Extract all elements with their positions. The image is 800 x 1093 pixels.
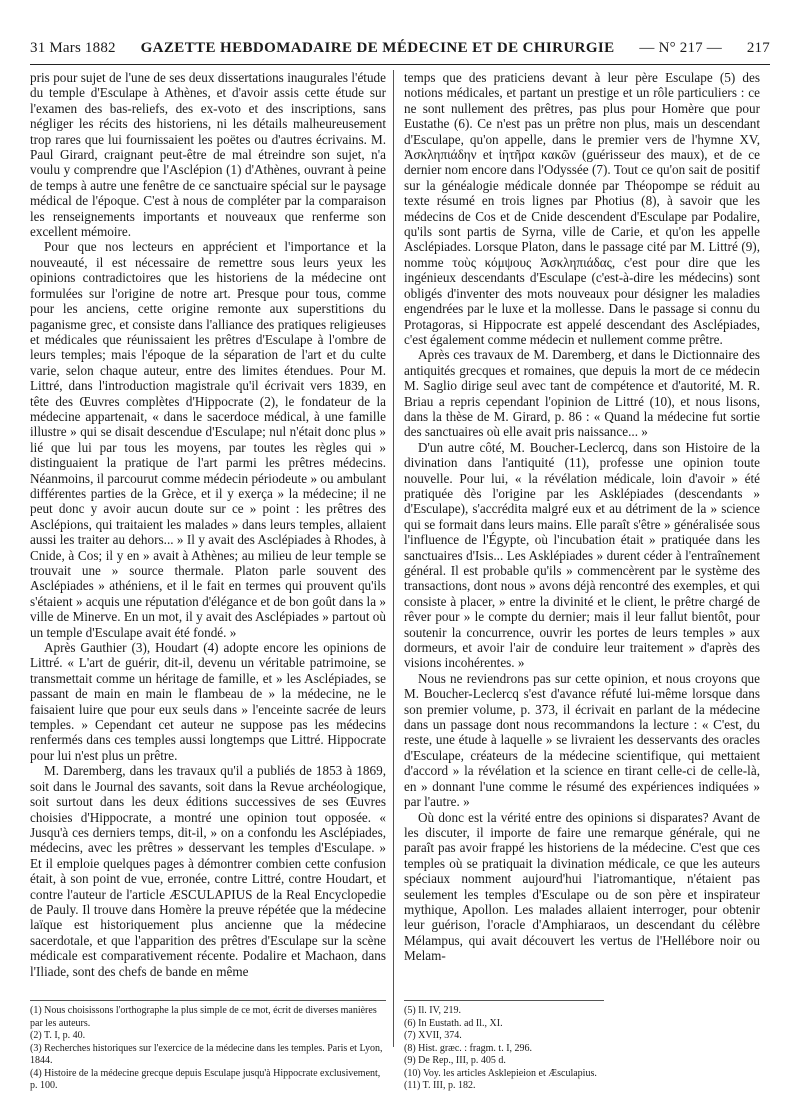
column-divider (393, 70, 394, 1047)
footnote: (10) Voy. les articles Asklepieion et Æsculapius. (404, 1067, 597, 1079)
paragraph: M. Daremberg, dans les travaux qu'il a publiés de 1853 à 1869, soit dans le Journal des savants, soit dans la Revue archéologique, soit surtout dans les deux éditions successives de ses Œuvres choisies d'Hippocrate, a montré une opinion tout opposée. « Jusqu'à ces derniers temps, dit-il, » on a confondu les Asclépiades, médecins, avec les prêtres » desservant les temples d'Esculape. » Et il emploie quelques pages à démontrer combien cette confusion était, à son point de vue, erronée, contre Littré, contre Houdart, et contre l'auteur de l'article ÆSCULAPIUS de la Real Encyclopedie de Pauly. Il trouve dans Homère la preuve répétée que la médecine laïque est historiquement plus ancienne que la médecine sacerdotale, et que l'apparition des prêtres d'Esculape sur la scène médicale est comparativement récente. Podalire et Machaon, dans l'Iliade, sont des chefs de bande en même (30, 763, 386, 979)
paragraph: Nous ne reviendrons pas sur cette opinion, et nous croyons que M. Boucher-Leclercq s'est d'avance réfuté lui-même lorsque dans son premier volume, p. 373, il écrivait en parlant de la médecine dans un passage dont nous recommandons la lecture : « C'est, du reste, une étude à laquelle » se livraient les desservants des oracles d'Esculape, créateurs de la médecine scientifique, qui mettaient d'accord » la révélation et la science en tirant celle-ci de celle-là, en » donnant l'une comme le résumé des expériences indiquées » par l'autre. » (404, 670, 760, 810)
header-rule (30, 64, 770, 65)
footnotes-right (404, 1000, 604, 1093)
paragraph: Après ces travaux de M. Daremberg, et dans le Dictionnaire des antiquités grecques et romaines, que depuis la mort de ce médecin M. Saglio dirige seul avec tant de compétence et d'autorité, M. R. Briau a repris cependant l'opinion de Littré (10), et nous lisons, dans la thèse de M. Girard, p. 86 : « Quand la médecine fut sortie des sanctuaires où elle avait pris naissance... » (404, 347, 760, 440)
issue-date: 31 Mars 1882 (30, 40, 116, 56)
right-column (404, 70, 760, 964)
journal-title: GAZETTE HEBDOMADAIRE DE MÉDECINE ET DE CHIRURGIE (140, 40, 615, 56)
footnote: (2) T. I, p. 40. (30, 1030, 86, 1041)
footnote: (3) Recherches historiques sur l'exercice de la médecine dans les temples. Paris et Lyon, 1844. (30, 1042, 383, 1066)
footnote: (7) XVII, 374. (404, 1030, 462, 1041)
footnote: (11) T. III, p. 182. (404, 1080, 476, 1091)
paragraph: Où donc est la vérité entre des opinions si disparates? Avant de les discuter, il importe de faire une remarque générale, qui ne paraît pas avoir frappé les historiens de la médecine. C'est que ces temples où se pratiquait la divination médicale, ce que les auteurs spéciaux nomment aujourd'hui l'iatromantique, n'étaient pas seulement les temples d'Esculape ou de son père et inspirateur mythique, Apollon. Les malades allaient interroger, pour obtenir leur guérison, l'oracle d'Amphiaraos, un descendant du célèbre Mélampus, qui avait découvert les vertus de l'Hellébore noir ou Melam- (404, 809, 760, 964)
paragraph: D'un autre côté, M. Boucher-Leclercq, dans son Histoire de la divination dans l'antiquité (11), professe une opinion toute nouvelle. Pour lui, « la révélation médicale, loin d'avoir » été pratiquée dès l'origine par les Asklépiades (descendants » d'Esculape), s'accrédita malgré eux et au détriment de la » science qui se formait dans leurs mains. Elle paraît s'être » généralisée sous l'influence de l'Égypte, où l'incubation était » pratiquée dans les sanctuaires d'Isis... Les Asklépiades » durent céder à l'entraînement général. Il est probable qu'ils » commencèrent par le système des transactions, dont nous » avons déjà rencontré des exemples, et qui consiste à placer, » entre la divinité et le client, le prêtre chargé de rêver pour » le compte du dernier; mais il leur fallut bientôt, pour soutenir la concurrence, ouvrir les portes de leurs temples » aux dormeurs, et avoir l'air de conduire leur traitement » d'après des visions incohérentes. » (404, 439, 760, 671)
footnote: (6) In Eustath. ad Il., XI. (404, 1017, 503, 1029)
paragraph: temps que des praticiens devant à leur père Esculape (5) des notions médicales, et partant un prestige et un rôle particuliers : ce ne sont nullement des prêtres, pas plus pour Homère que pour Eustathe (6). Ce n'est pas un prêtre non plus, mais un descendant d'Esculape, qu'on appelle, dans le premier vers de l'hymne XV, Ἀσκληπιάδην et ἰητῆρα κακῶν (guérisseur des maux), et de ce dernier nom encore dans l'Odyssée (7). Tout ce qu'on sait de positif sur la généalogie médicale donnée par Théopompe se réduit au texte résumé en trois lignes par Photius (8), à savoir que les médecins de Cos et de Cnide descendent d'Esculape par Podalire, qu'ils sont partis de Syrna, ville de Carie, et qu'on les appelle Asclépiades. Lorsque Platon, dans le passage cité par M. Littré (9), nomme τοὺς κόμψους Ἀσκληπιάδας, c'est pour dire que les ingénieux descendants d'Esculape (c'est-à-dire les médecins) sont obligés d'inventer des mots nouveaux pour désigner les maladies engendrées par le luxe et la mollesse. Dans le passage si connu du Protagoras, si Hippocrate est appelé descendant des Asclépiades, c'est également comme médecin et nullement comme prêtre. (404, 70, 760, 347)
footnote: (9) De Rep., III, p. 405 d. (404, 1055, 506, 1066)
paragraph: Après Gauthier (3), Houdart (4) adopte encore les opinions de Littré. « L'art de guérir, dit-il, devenu un véritable patrimoine, se transmettait comme un héritage de famille, et » les Asclépiades, se passant de main en main le flambeau de » la médecine, ne le faisaient luire que pour eux seuls dans » l'enceinte sacrée de leurs temples. » Cependant cet auteur ne suppose pas les médecins renfermés dans ces temples aussi longtemps que Littré. Hippocrate pour lui n'est plus un prêtre. (30, 640, 386, 763)
paragraph: Pour que nos lecteurs en apprécient et l'importance et la nouveauté, il est nécessaire de remettre sous leurs yeux les opinions contradictoires que les historiens de la médecine ont formulées sur l'origine de notre art. Presque pour tous, comme pour les anciens, cette origine remonte aux superstitions du paganisme grec, et consiste dans l'alliance des pratiques religieuses et médicales que réunissaient les prêtres d'Esculape à l'ombre de leurs temples; mais l'époque de la séparation de l'art et du culte varie, selon chaque auteur, entre des limites étendues. Pour M. Littré, dans l'introduction magistrale qu'il écrivait vers 1839, en tête des Œuvres complètes d'Hippocrate (2), le fondateur de la médecine appartenait, « dans le sacerdoce médical, à une famille illustre » qui se disait descendue d'Esculape; nul n'était donc plus » lié que lui par tous les moyens, par toutes les règles qui » distinguaient la pratique de l'art parmi les prêtres médecins. Néanmoins, il parcourut comme médecin périodeute » ou ambulant différentes parties de la Grèce, et il y exerça » la médecine; il ne peut donc y avoir aucun doute sur ce » point : les prêtres des Asclépions, qui traitaient les malades » dans leurs temples, allaient aussi les traiter au dehors... » Il y avait des Asclépiades à Rhodes, à Cnide, à Cos; il y en » avait à Athènes; au milieu de leur temple se trouvait une » source thermale. Platon parle souvent des Asclépiades » athéniens, et il le fait en termes qui prouvent qu'ils s'étaient » acquis une réputation d'élégance et de bon goût dans la » ville de Minerve. En un mot, il y avait des Asclépiades » partout où un temple d'Esculape avait été fondé. » (30, 239, 386, 640)
page-number: 217 (746, 40, 770, 56)
issue-number: — N° 217 — (639, 40, 723, 56)
footnotes-left (30, 1000, 386, 1093)
running-header (30, 40, 770, 62)
footnote: (1) Nous choisissons l'orthographe la plus simple de ce mot, écrit de diverses manières par les auteurs. (30, 1005, 377, 1029)
left-column (30, 70, 386, 979)
footnote: (5) Il. IV, 219. (404, 1005, 462, 1016)
paragraph: pris pour sujet de l'une de ses deux dissertations inaugurales l'étude du temple d'Esculape à Athènes, et d'avoir assis cette étude sur l'examen des bas-reliefs, des ex-voto et des inscriptions, sans négliger les récits des historiens, ni les détails malheureusement trop rares que lui fournissaient les poëtes ou d'autres écrivains. M. Paul Girard, craignant peut-être de mal étreindre son sujet, n'a voulu y comprendre que l'Asclépion (1) d'Athènes, ouvrant à peine de temps à autre une fenêtre de ce sanctuaire spécial sur le paysage médical de l'époque. C'est à nous de compléter par la comparaison les renseignements importants et nouveaux que renferme son excellent mémoire. (30, 70, 386, 240)
footnote: (4) Histoire de la médecine grecque depuis Esculape jusqu'à Hippocrate exclusivement, p. 100. (30, 1067, 381, 1091)
footnote: (8) Hist. græc. : fragm. t. I, 296. (404, 1042, 533, 1054)
